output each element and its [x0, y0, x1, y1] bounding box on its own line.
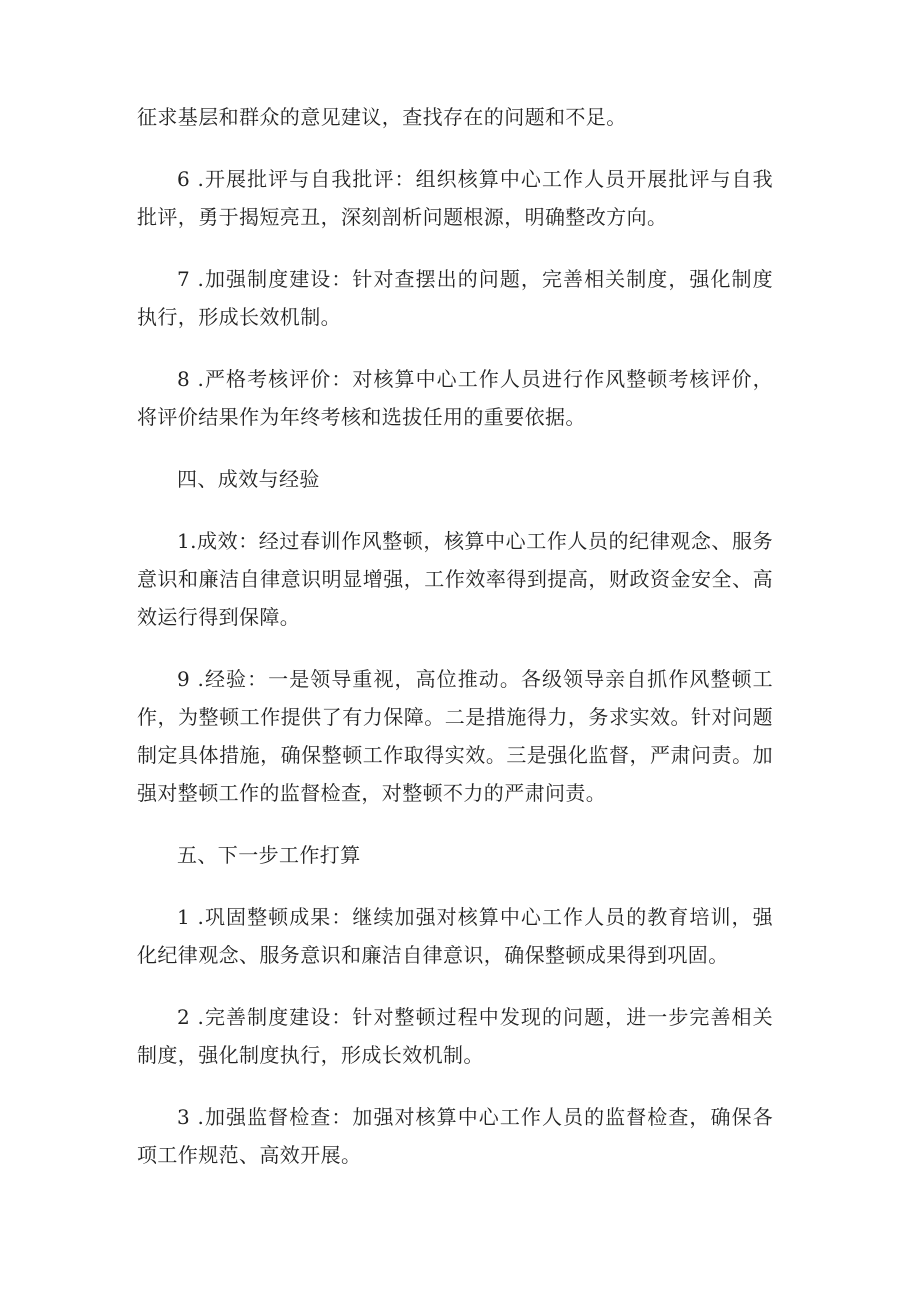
paragraph-item-7: 7 .加强制度建设：针对查摆出的问题，完善相关制度，强化制度执行，形成长效机制。 — [137, 267, 773, 329]
paragraph-results: 1.成效：经过春训作风整顿，核算中心工作人员的纪律观念、服务意识和廉洁自律意识明显增强，工作效率得到提高，财政资金安全、高效运行得到保障。 — [137, 529, 773, 629]
paragraph-next-2: 2 .完善制度建设：针对整顿过程中发现的问题，进一步完善相关制度，强化制度执行，形成长效机制。 — [137, 1005, 773, 1067]
section-heading-next-steps: 五、下一步工作打算 — [177, 843, 361, 867]
paragraph-experience: 9 .经验：一是领导重视，高位推动。各级领导亲自抓作风整顿工作，为整顿工作提供了有力保障。二是措施得力，务求实效。针对问题制定具体措施，确保整顿工作取得实效。三是强化监督，严肃问责。加强对整顿工作的监督检查，对整顿不力的严肃问责。 — [137, 667, 773, 805]
paragraph-continuation: 征求基层和群众的意见建议，查找存在的问题和不足。 — [137, 105, 627, 129]
paragraph-next-3: 3 .加强监督检查：加强对核算中心工作人员的监督检查，确保各项工作规范、高效开展。 — [137, 1105, 773, 1167]
paragraph-item-6: 6 .开展批评与自我批评：组织核算中心工作人员开展批评与自我批评，勇于揭短亮丑，深刻剖析问题根源，明确整改方向。 — [137, 167, 773, 229]
paragraph-next-1: 1 .巩固整顿成果：继续加强对核算中心工作人员的教育培训，强化纪律观念、服务意识和廉洁自律意识，确保整顿成果得到巩固。 — [137, 905, 773, 967]
paragraph-item-8: 8 .严格考核评价：对核算中心工作人员进行作风整顿考核评价，将评价结果作为年终考核和选拔任用的重要依据。 — [137, 367, 773, 429]
section-heading-results: 四、成效与经验 — [177, 467, 320, 491]
document-body — [137, 98, 773, 1198]
